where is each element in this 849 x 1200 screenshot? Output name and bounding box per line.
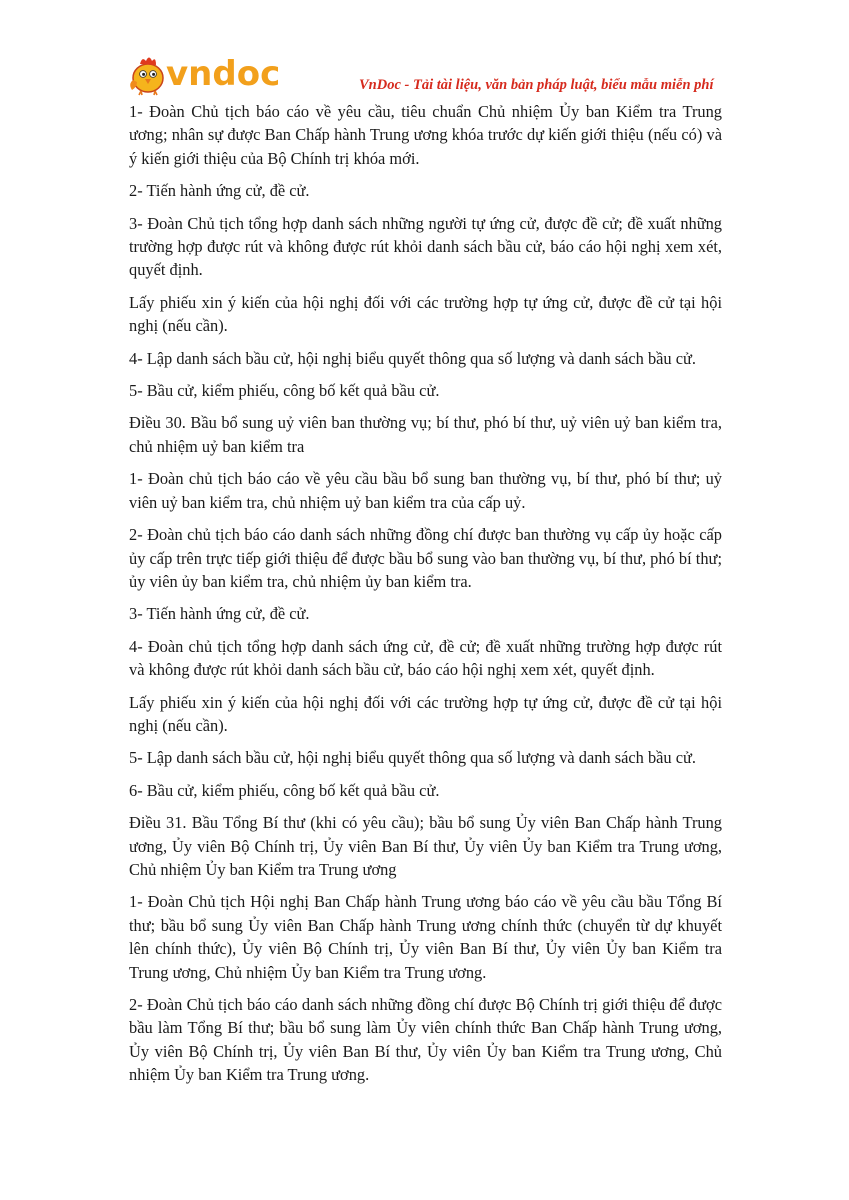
paragraph: 5- Lập danh sách bầu cử, hội nghị biểu quyết thông qua số lượng và danh sách bầu cử. — [129, 748, 696, 768]
paragraph: Lấy phiếu xin ý kiến của hội nghị đối với các trường hợp tự ứng cử, được đề cử tại hội nghị (nếu cần). — [129, 692, 722, 735]
paragraph: 3- Tiến hành ứng cử, đề cử. — [129, 604, 310, 624]
article-heading: Điều 31. Bầu Tổng Bí thư (khi có yêu cầu); bầu bổ sung Ủy viên Ban Chấp hành Trung ương, Ủy viên Bộ Chính trị, Ủy viên Ban Bí thư, Ủy viên Ủy ban Kiểm tra Trung ương, Chủ nhiệm Ủy ban Kiểm tra Trung ương — [129, 813, 722, 879]
logo-text: vndoc — [166, 54, 281, 94]
header-tagline: VnDoc - Tải tài liệu, văn bản pháp luật, biểu mẫu miễn phí — [359, 77, 714, 93]
paragraph: 1- Đoàn Chủ tịch báo cáo về yêu cầu, tiêu chuẩn Chủ nhiệm Ủy ban Kiểm tra Trung ương; nhân sự được Ban Chấp hành Trung ương khóa trước dự kiến giới thiệu (nếu có) và ý kiến giới thiệu của Bộ Chính trị khóa mới. — [129, 102, 722, 168]
paragraph: 3- Đoàn Chủ tịch tổng hợp danh sách những người tự ứng cử, được đề cử; đề xuất những trường hợp được rút và không được rút khỏi danh sách bầu cử, báo cáo hội nghị xem xét, quyết định. — [129, 213, 722, 280]
vndoc-logo[interactable] — [128, 52, 288, 96]
chicken-mascot-icon — [128, 52, 168, 96]
paragraph: 4- Lập danh sách bầu cử, hội nghị biểu quyết thông qua số lượng và danh sách bầu cử. — [129, 348, 696, 368]
paragraph: 2- Đoàn Chủ tịch báo cáo danh sách những đồng chí được Bộ Chính trị giới thiệu để được bầu làm Tổng Bí thư; bầu bổ sung làm Ủy viên chính thức Ban Chấp hành Trung ương, Ủy viên Bộ Chính trị, Ủy viên Ban Bí thư, Ủy viên Ủy ban Kiểm tra Trung ương, Chủ nhiệm Ủy ban Kiểm tra Trung ương. — [129, 995, 722, 1085]
paragraph: 4- Đoàn chủ tịch tổng hợp danh sách ứng cử, đề cử; đề xuất những trường hợp được rút và không được rút khỏi danh sách bầu cử, báo cáo hội nghị xem xét, quyết định. — [129, 636, 722, 680]
page-header — [128, 52, 728, 100]
paragraph: 6- Bầu cử, kiểm phiếu, công bố kết quả bầu cử. — [129, 780, 440, 800]
paragraph: 2- Tiến hành ứng cử, đề cử. — [129, 181, 310, 201]
paragraph: 2- Đoàn chủ tịch báo cáo danh sách những đồng chí được ban thường vụ cấp ủy hoặc cấp ủy cấp trên trực tiếp giới thiệu để được bầu bổ sung vào ban thường vụ, bí thư, phó bí thư; ủy viên ủy ban kiểm tra, chủ nhiệm ủy ban kiểm tra. — [129, 525, 722, 591]
article-heading: Điều 30. Bầu bổ sung uỷ viên ban thường vụ; bí thư, phó bí thư, uỷ viên uỷ ban kiểm tra, chủ nhiệm uỷ ban kiểm tra — [129, 413, 722, 456]
paragraph: 5- Bầu cử, kiểm phiếu, công bố kết quả bầu cử. — [129, 381, 440, 401]
paragraph: 1- Đoàn Chủ tịch Hội nghị Ban Chấp hành Trung ương báo cáo về yêu cầu bầu Tổng Bí thư; bầu bổ sung Ủy viên Ban Chấp hành Trung ương chính thức (chuyển từ dự khuyết lên chính thức), Ủy viên Bộ Chính trị, Ủy viên Ban Bí thư, Ủy viên Ủy ban Kiểm tra Trung ương, Chủ nhiệm Ủy ban Kiểm tra Trung ương. — [129, 892, 722, 982]
paragraph: Lấy phiếu xin ý kiến của hội nghị đối với các trường hợp tự ứng cử, được đề cử tại hội nghị (nếu cần). — [129, 292, 722, 336]
document-body — [129, 100, 722, 1096]
paragraph: 1- Đoàn chủ tịch báo cáo về yêu cầu bầu bổ sung ban thường vụ, bí thư, phó bí thư; uỷ viên uỷ ban kiểm tra, chủ nhiệm uỷ ban kiểm tra của cấp uỷ. — [129, 469, 722, 512]
